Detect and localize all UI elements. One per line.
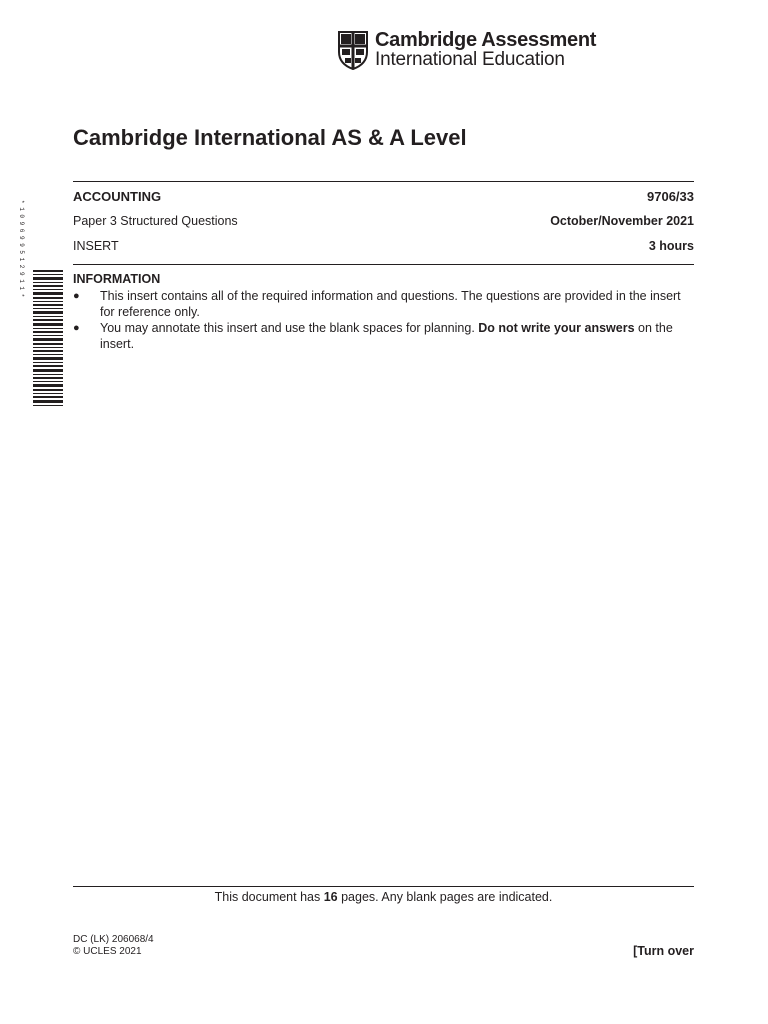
cambridge-logo [337, 30, 596, 72]
bullet-icon: ● [73, 322, 80, 334]
paper-name: Paper 3 Structured Questions [73, 214, 238, 228]
header-row-subject [73, 189, 694, 205]
subject-name: ACCOUNTING [73, 189, 162, 204]
header-bottom-rule [73, 264, 694, 265]
information-bullet-2-post: on the insert. [100, 321, 673, 351]
page-count-number: 16 [323, 890, 338, 904]
footer-rule [73, 886, 694, 887]
list-item [73, 320, 698, 352]
subject-code: 9706/33 [647, 189, 694, 204]
header-row-type [73, 238, 694, 254]
document-code: DC (LK) 206068/4 [73, 934, 154, 945]
header-row-paper [73, 213, 694, 229]
header-top-rule [73, 181, 694, 182]
logo-line-1: Cambridge Assessment [375, 29, 597, 51]
exam-session: October/November 2021 [550, 214, 694, 228]
list-item [73, 288, 698, 320]
cambridge-shield-icon [337, 30, 369, 70]
page-count-note [73, 890, 694, 904]
information-bullet-2-pre: You may annotate this insert and use the blank spaces for planning. [100, 321, 479, 335]
bullet-icon: ● [73, 290, 80, 302]
information-bullet-2-bold: Do not write your answers [478, 321, 635, 335]
information-heading: INFORMATION [73, 272, 161, 286]
turn-over-label: [Turn over [633, 944, 694, 958]
document-type: INSERT [73, 239, 119, 253]
exam-duration: 3 hours [648, 239, 694, 253]
page-count-pre: This document has [214, 890, 324, 904]
page-count-post: pages. Any blank pages are indicated. [337, 890, 553, 904]
copyright: © UCLES 2021 [73, 946, 142, 957]
information-list [73, 288, 698, 352]
information-bullet-1: This insert contains all of the required information and questions. The questions are provided in the insert for reference only. [100, 289, 681, 319]
barcode-icon [18, 200, 65, 410]
barcode-digits: * 1 0 9 6 9 9 5 1 2 9 1 1 * [18, 200, 25, 298]
logo-line-2: International Education [375, 49, 565, 70]
document-reference [73, 934, 154, 958]
page-title: Cambridge International AS & A Level [73, 125, 467, 150]
